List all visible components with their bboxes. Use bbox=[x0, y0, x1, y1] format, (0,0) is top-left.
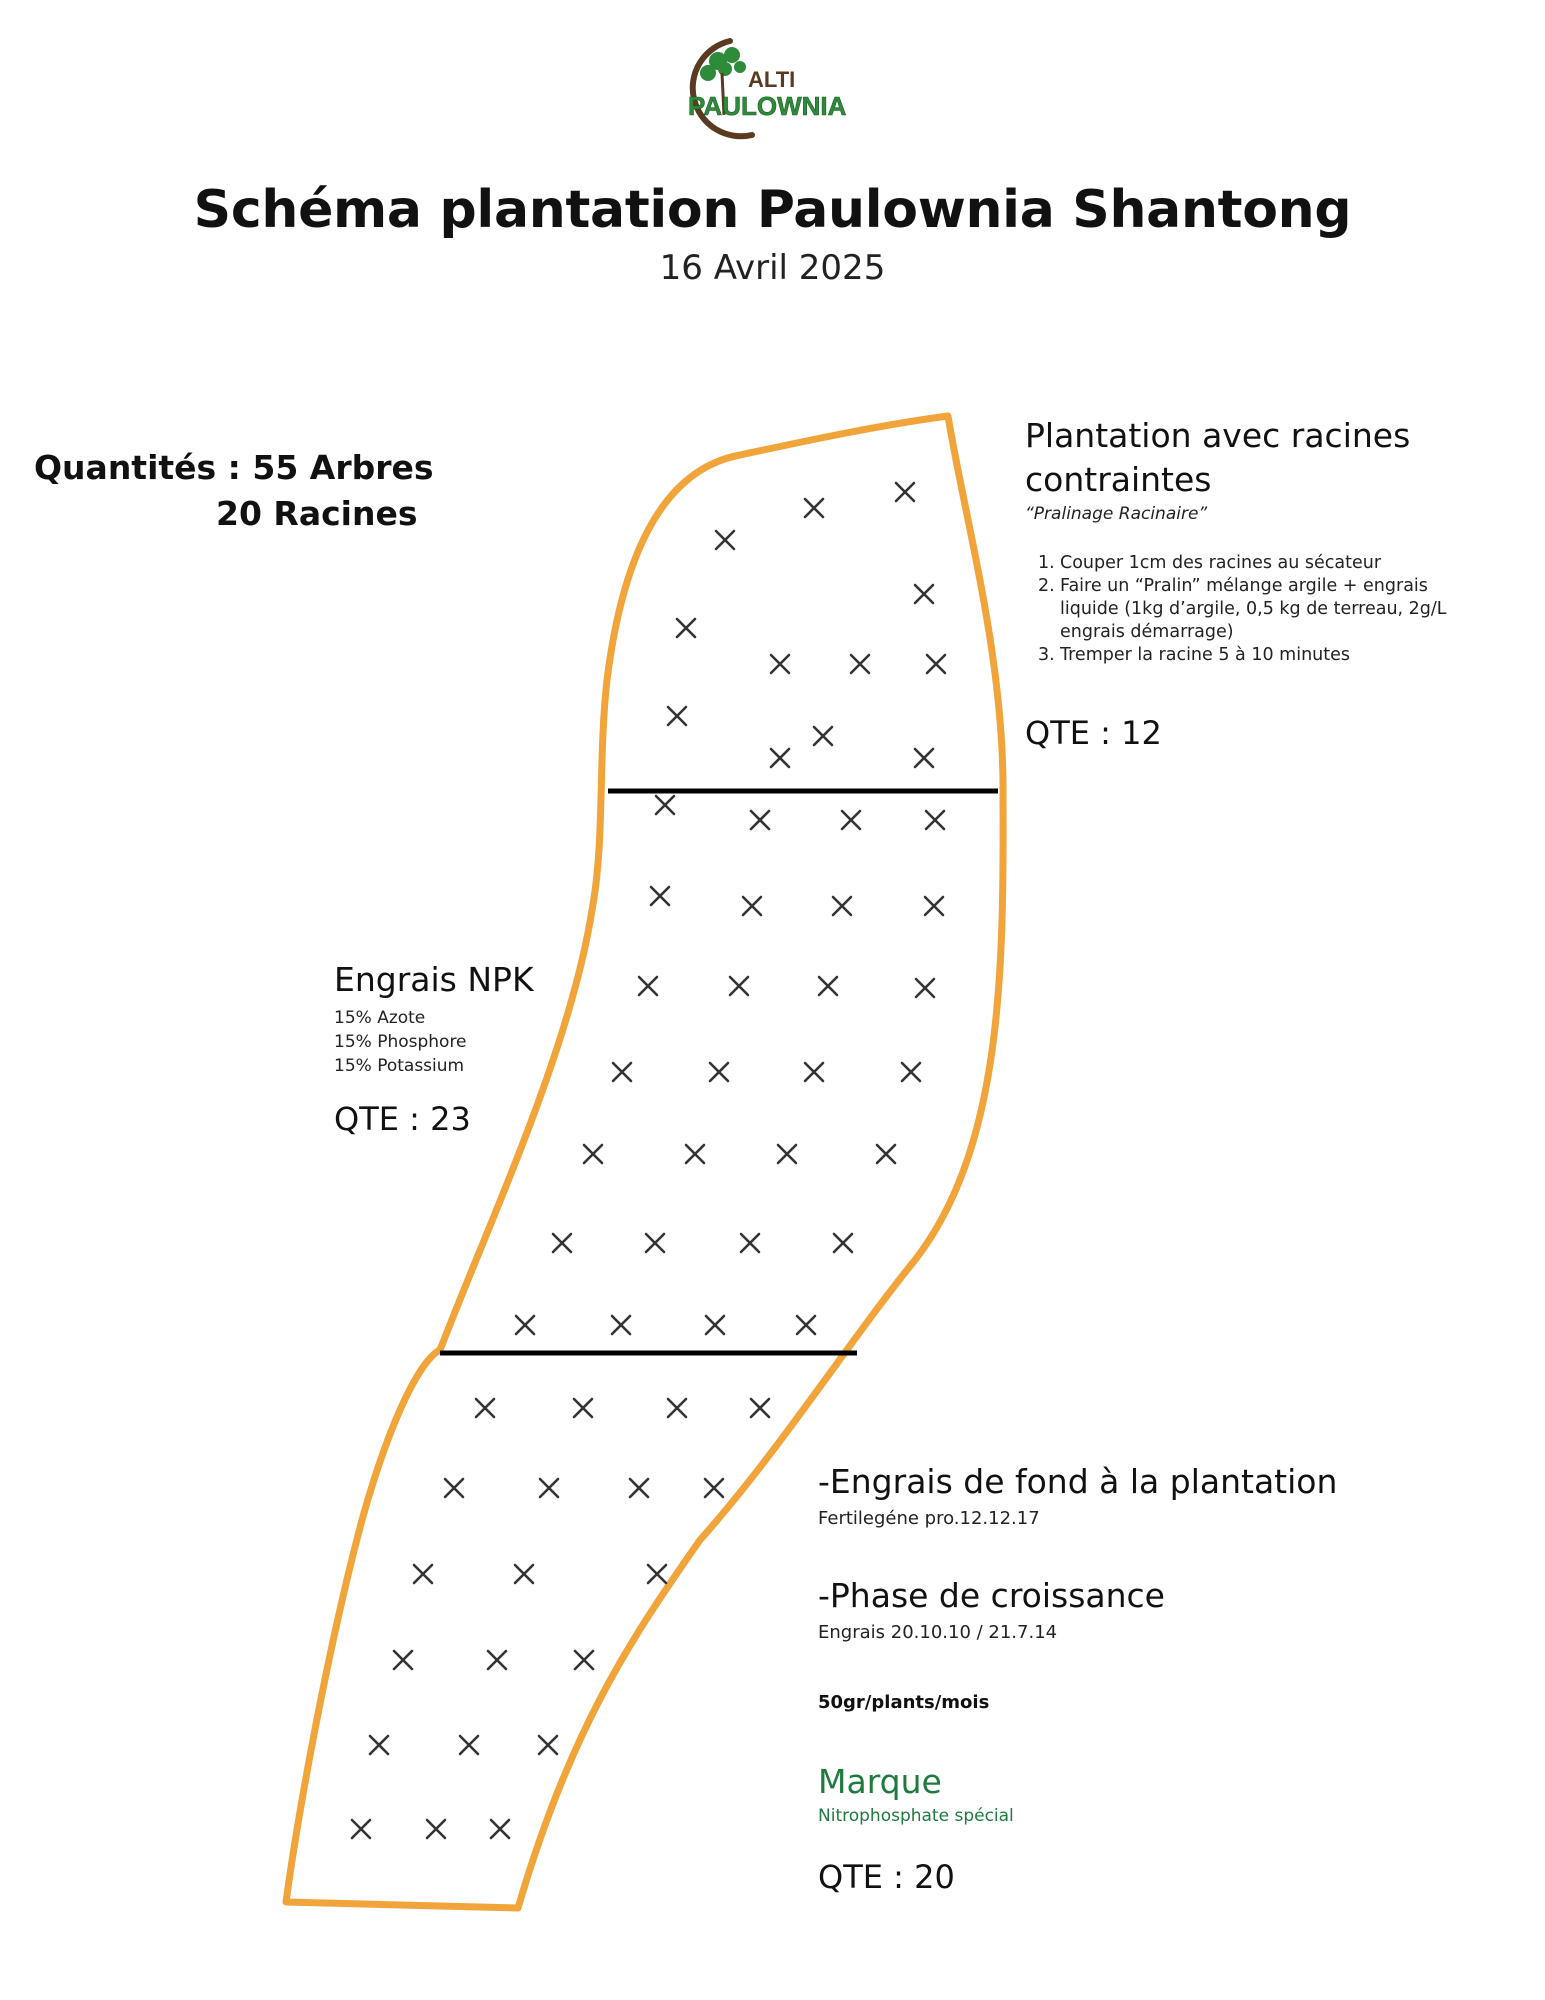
tree-mark-icon bbox=[476, 1399, 494, 1417]
step-item: 3. Tremper la racine 5 à 10 minutes bbox=[1038, 645, 1350, 665]
step-item: 2. Faire un “Pralin” mélange argile + engrais liquide (1kg d’argile, 0,5 kg de terreau, 2g/L engrais démarrage) bbox=[1038, 576, 1447, 642]
logo-text-paulownia: PAULOWNIA bbox=[688, 91, 847, 121]
top-section-steps bbox=[1038, 552, 1478, 667]
tree-mark-icon bbox=[553, 1234, 571, 1252]
top-section-title-line2: contraintes bbox=[1025, 460, 1212, 499]
tree-mark-icon bbox=[677, 619, 695, 637]
tree-mark-icon bbox=[925, 897, 943, 915]
quantity-trees: Quantités : 55 Arbres bbox=[34, 448, 434, 487]
tree-mark-icon bbox=[751, 811, 769, 829]
tree-mark-icon bbox=[639, 977, 657, 995]
tree-mark-icon bbox=[814, 727, 832, 745]
page-title: Schéma plantation Paulownia Shantong bbox=[193, 180, 1352, 240]
tree-mark-icon bbox=[819, 977, 837, 995]
tree-mark-icon bbox=[834, 1234, 852, 1252]
middle-section-title: Engrais NPK bbox=[334, 960, 534, 999]
tree-mark-icon bbox=[686, 1145, 704, 1163]
tree-mark-icon bbox=[574, 1399, 592, 1417]
tree-mark-icon bbox=[896, 483, 914, 501]
tree-mark-icon bbox=[716, 531, 734, 549]
tree-mark-icon bbox=[370, 1736, 388, 1754]
bottom-section-dose: 50gr/plants/mois bbox=[818, 1692, 990, 1713]
tree-mark-icon bbox=[927, 655, 945, 673]
top-section-title-line1: Plantation avec racines bbox=[1025, 416, 1411, 455]
tree-mark-icon bbox=[926, 811, 944, 829]
tree-mark-icon bbox=[540, 1479, 558, 1497]
tree-mark-icon bbox=[877, 1145, 895, 1163]
bottom-section-sub-fond: Fertilegéne pro.12.12.17 bbox=[818, 1508, 1040, 1529]
tree-mark-icon bbox=[352, 1820, 370, 1838]
tree-mark-icon bbox=[445, 1479, 463, 1497]
quantity-roots: 20 Racines bbox=[216, 494, 418, 533]
tree-mark-icon bbox=[743, 897, 761, 915]
tree-mark-icon bbox=[584, 1145, 602, 1163]
tree-mark-icon bbox=[488, 1651, 506, 1669]
tree-mark-icon bbox=[833, 897, 851, 915]
npk-phosphore: 15% Phosphore bbox=[334, 1032, 467, 1052]
tree-mark-icon bbox=[613, 1063, 631, 1081]
tree-mark-icon bbox=[805, 499, 823, 517]
step-item: 1. Couper 1cm des racines au sécateur bbox=[1038, 553, 1382, 573]
tree-mark-icon bbox=[491, 1820, 509, 1838]
tree-mark-icon bbox=[575, 1651, 593, 1669]
tree-mark-icon bbox=[915, 585, 933, 603]
npk-potassium: 15% Potassium bbox=[334, 1056, 465, 1076]
tree-mark-icon bbox=[648, 1565, 666, 1583]
bottom-section-sub-croissance: Engrais 20.10.10 / 21.7.14 bbox=[818, 1622, 1058, 1643]
tree-mark-icon bbox=[656, 796, 674, 814]
tree-mark-icon bbox=[460, 1736, 478, 1754]
tree-mark-icon bbox=[651, 887, 669, 905]
tree-mark-icon bbox=[414, 1565, 432, 1583]
tree-mark-icon bbox=[630, 1479, 648, 1497]
middle-section-qte: QTE : 23 bbox=[334, 1100, 471, 1138]
tree-mark-icon bbox=[902, 1063, 920, 1081]
tree-mark-icon bbox=[771, 655, 789, 673]
tree-mark-icon bbox=[539, 1736, 557, 1754]
tree-mark-icon bbox=[741, 1234, 759, 1252]
tree-mark-icon bbox=[612, 1316, 630, 1334]
tree-mark-icon bbox=[710, 1063, 728, 1081]
middle-section-lines bbox=[334, 1006, 467, 1078]
tree-mark-icon bbox=[805, 1063, 823, 1081]
tree-mark-icon bbox=[730, 977, 748, 995]
logo-text-alti: ALTI bbox=[748, 67, 796, 92]
tree-mark-icon bbox=[516, 1316, 534, 1334]
tree-mark-icon bbox=[427, 1820, 445, 1838]
tree-mark-icon bbox=[915, 749, 933, 767]
tree-mark-icon bbox=[668, 707, 686, 725]
tree-mark-icon bbox=[797, 1316, 815, 1334]
tree-mark-icon bbox=[771, 749, 789, 767]
tree-mark-icon bbox=[778, 1145, 796, 1163]
tree-mark-icon bbox=[851, 655, 869, 673]
bottom-section-qte: QTE : 20 bbox=[818, 1858, 955, 1896]
bottom-section-title-croissance: -Phase de croissance bbox=[818, 1576, 1165, 1615]
bottom-section-title-fond: -Engrais de fond à la plantation bbox=[818, 1462, 1338, 1501]
top-section-qte: QTE : 12 bbox=[1025, 714, 1162, 752]
tree-mark-icon bbox=[916, 979, 934, 997]
tree-mark-icon bbox=[706, 1316, 724, 1334]
tree-mark-icon bbox=[394, 1651, 412, 1669]
tree-mark-icon bbox=[842, 811, 860, 829]
tree-mark-icon bbox=[515, 1565, 533, 1583]
tree-mark-icon bbox=[751, 1399, 769, 1417]
npk-azote: 15% Azote bbox=[334, 1008, 426, 1028]
top-section-subtitle: “Pralinage Racinaire” bbox=[1025, 504, 1208, 524]
page-date: 16 Avril 2025 bbox=[659, 248, 886, 288]
tree-mark-icon bbox=[668, 1399, 686, 1417]
bottom-section-brand-sub: Nitrophosphate spécial bbox=[818, 1806, 1014, 1826]
tree-mark-icon bbox=[705, 1479, 723, 1497]
bottom-section-brand-title: Marque bbox=[818, 1762, 942, 1801]
tree-mark-icon bbox=[646, 1234, 664, 1252]
top-section-title bbox=[1025, 414, 1410, 502]
